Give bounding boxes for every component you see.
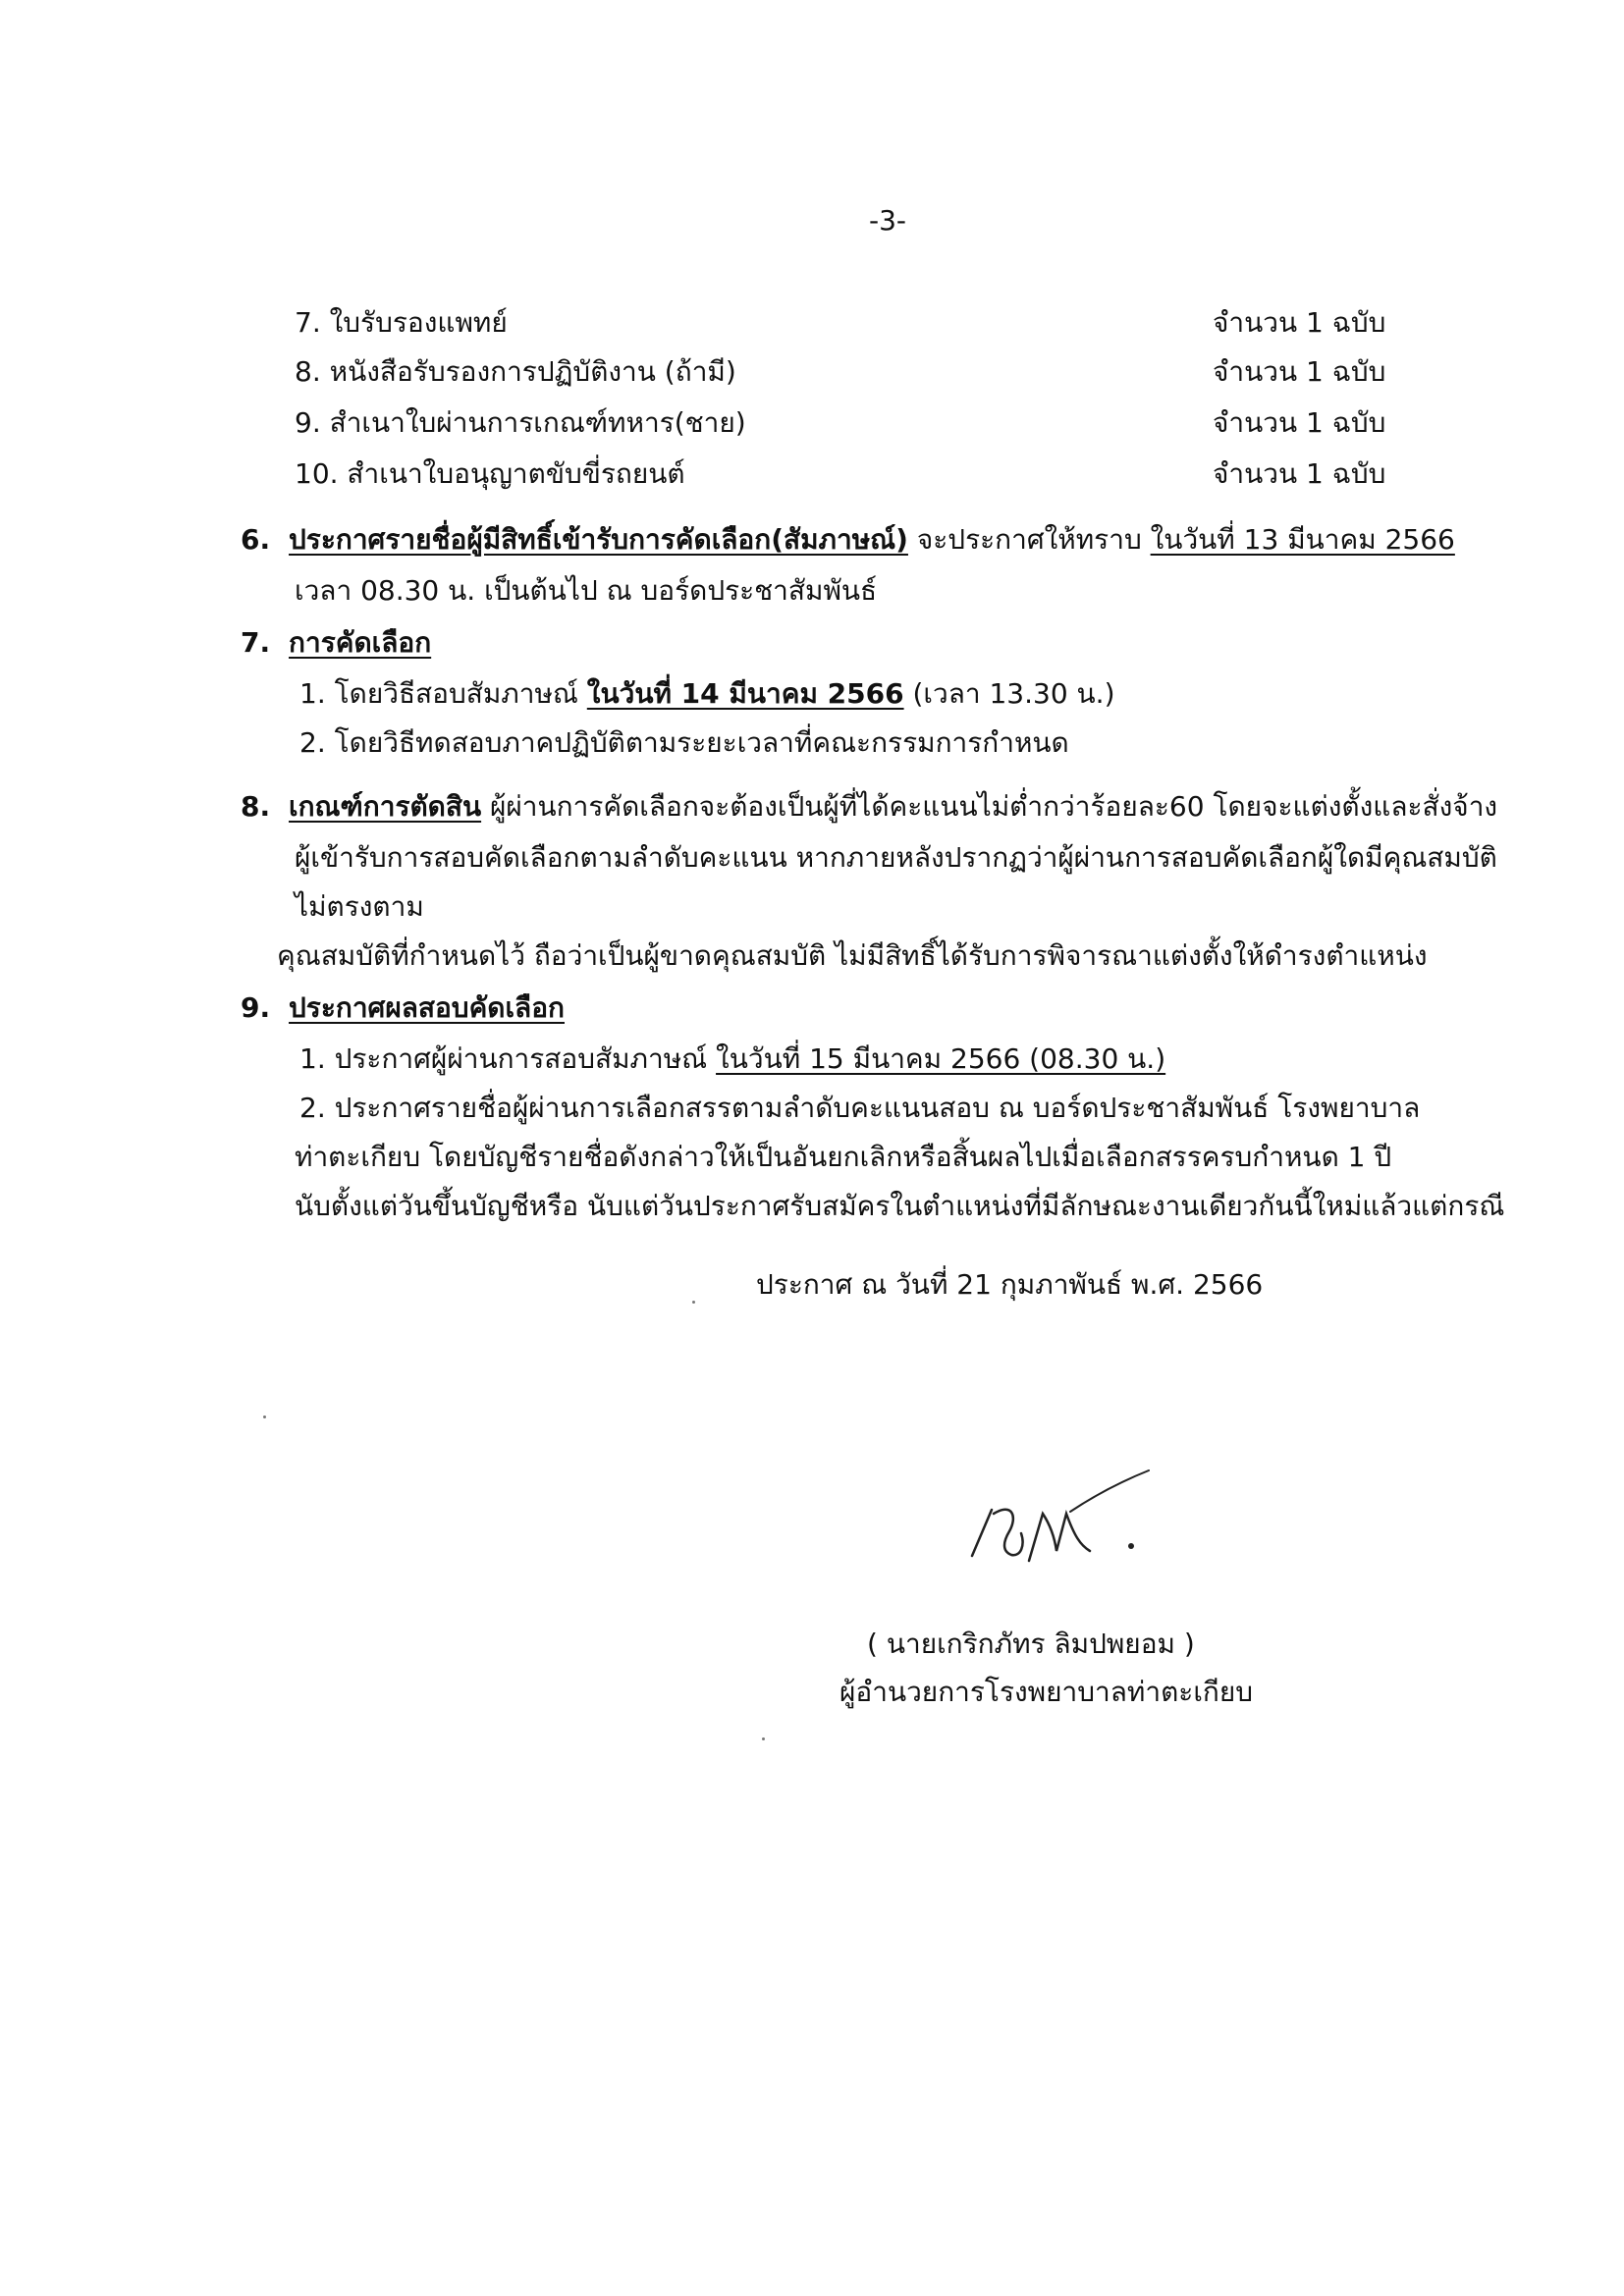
- section-text: จะประกาศให้ทราบ: [907, 523, 1151, 556]
- document-label: 8. หนังสือรับรองการปฏิบัติงาน (ถ้ามี): [295, 355, 736, 388]
- announcement-date: ในวันที่ 13 มีนาคม 2566: [1150, 523, 1455, 556]
- section-heading: การคัดเลือก: [289, 626, 432, 659]
- section-6-line-2: เวลา 08.30 น. เป็นต้นไป ณ บอร์ดประชาสัมพันธ์: [295, 574, 878, 607]
- item-time: (เวลา 13.30 น.): [903, 677, 1115, 710]
- section-8-line-1: [241, 785, 1497, 828]
- signature-mark: [952, 1453, 1188, 1590]
- section-number: 7.: [241, 626, 271, 659]
- section-8-line-2: ผู้เข้ารับการสอบคัดเลือกตามลำดับคะแนน หากภายหลังปรากฏว่าผู้ผ่านการสอบคัดเลือกผู้ใดมีคุณสมบัติ: [295, 841, 1497, 874]
- document-quantity: จำนวน 1 ฉบับ: [1213, 355, 1386, 388]
- section-heading: ประกาศรายชื่อผู้มีสิทธิ์เข้ารับการคัดเลือก(สัมภาษณ์): [289, 523, 908, 556]
- item-text: 1. ประกาศผู้ผ่านการสอบสัมภาษณ์: [299, 1042, 717, 1075]
- document-item-8: [295, 350, 1386, 394]
- document-item-10: [295, 453, 1386, 496]
- section-heading: เกณฑ์การตัดสิน: [289, 790, 482, 823]
- document-item-7: [295, 301, 1386, 345]
- result-date: ในวันที่ 15 มีนาคม 2566 (08.30 น.): [716, 1042, 1166, 1075]
- scan-speck: [263, 1415, 266, 1418]
- section-9-heading-line: [241, 987, 565, 1030]
- section-number: 6.: [241, 523, 271, 556]
- scan-speck: [762, 1737, 765, 1740]
- document-quantity: จำนวน 1 ฉบับ: [1213, 406, 1386, 439]
- section-8-line-4: คุณสมบัติที่กำหนดไว้ ถือว่าเป็นผู้ขาดคุณสมบัติ ไม่มีสิทธิ์ได้รับการพิจารณาแต่งตั้งให้ดำรงตำแหน่ง: [277, 939, 1428, 972]
- section-9-item-2-line-1: 2. ประกาศรายชื่อผู้ผ่านการเลือกสรรตามลำดับคะแนนสอบ ณ บอร์ดประชาสัมพันธ์ โรงพยาบาล: [299, 1092, 1421, 1124]
- section-6-line-1: [241, 518, 1455, 561]
- interview-date: ในวันที่ 14 มีนาคม 2566: [586, 677, 904, 710]
- document-label: 7. ใบรับรองแพทย์: [295, 306, 508, 339]
- section-text: ผู้ผ่านการคัดเลือกจะต้องเป็นผู้ที่ได้คะแนนไม่ต่ำกว่าร้อยละ60 โดยจะแต่งตั้งและสั่งจ้าง: [481, 790, 1498, 823]
- announcement-date-line: ประกาศ ณ วันที่ 21 กุมภาพันธ์ พ.ศ. 2566: [756, 1268, 1264, 1301]
- document-item-9: [295, 401, 1386, 445]
- document-quantity: จำนวน 1 ฉบับ: [1213, 306, 1386, 339]
- document-quantity: จำนวน 1 ฉบับ: [1213, 457, 1386, 490]
- page-number: -3-: [869, 204, 907, 237]
- item-text: 1. โดยวิธีสอบสัมภาษณ์: [299, 677, 587, 710]
- section-9-item-1: [299, 1038, 1165, 1081]
- signatory-title: ผู้อำนวยการโรงพยาบาลท่าตะเกียบ: [839, 1676, 1254, 1708]
- scan-speck: [692, 1301, 695, 1304]
- section-heading: ประกาศผลสอบคัดเลือก: [289, 991, 565, 1024]
- section-number: 8.: [241, 790, 271, 823]
- section-7-item-1: [299, 672, 1115, 716]
- document-label: 9. สำเนาใบผ่านการเกณฑ์ทหาร(ชาย): [295, 406, 746, 439]
- section-number: 9.: [241, 991, 271, 1024]
- section-9-item-2-line-2: ท่าตะเกียบ โดยบัญชีรายชื่อดังกล่าวให้เป็นอันยกเลิกหรือสิ้นผลไปเมื่อเลือกสรรครบกำหนด 1 ปี: [295, 1141, 1392, 1173]
- section-8-line-3: ไม่ตรงตาม: [295, 890, 424, 923]
- signatory-name: ( นายเกริกภัทร ลิมปพยอม ): [867, 1628, 1195, 1660]
- section-7-item-2: 2. โดยวิธีทดสอบภาคปฏิบัติตามระยะเวลาที่คณะกรรมการกำหนด: [299, 726, 1069, 759]
- document-label: 10. สำเนาใบอนุญาตขับขี่รถยนต์: [295, 457, 685, 490]
- section-7-heading-line: [241, 621, 431, 665]
- section-9-item-2-line-3: นับตั้งแต่วันขึ้นบัญชีหรือ นับแต่วันประกาศรับสมัครในตำแหน่งที่มีลักษณะงานเดียวกันนี้ใหม่แล้วแต่กรณี: [295, 1190, 1505, 1222]
